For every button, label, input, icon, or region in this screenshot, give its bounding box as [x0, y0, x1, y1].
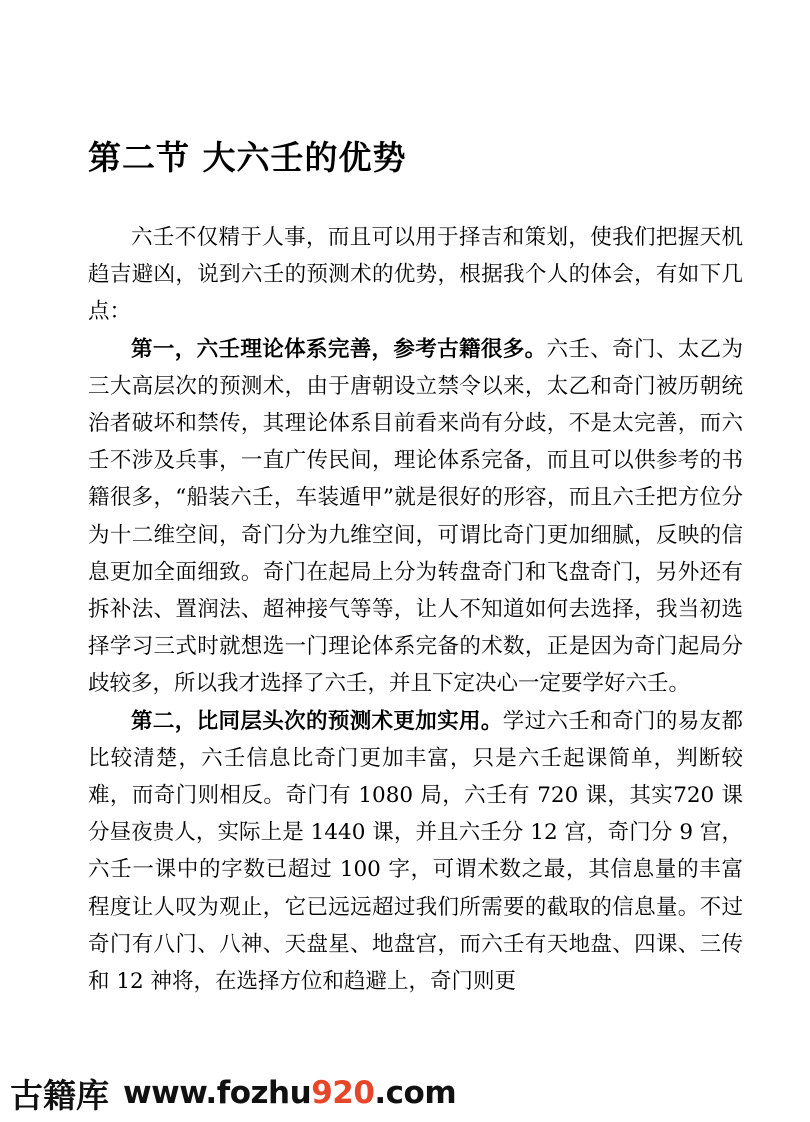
paragraph-lead: 第一，六壬理论体系完善，参考古籍很多。 [131, 336, 547, 362]
site-prefix: www.fozhu [123, 1075, 312, 1111]
section-title: 第二节 大六壬的优势 [88, 138, 407, 177]
body-text [88, 219, 743, 1000]
paragraph-text: 六壬、奇门、太乙为三大高层次的预测术，由于唐朝设立禁令以来，太乙和奇门被历朝统治者破坏和禁传，其理论体系目前看来尚有分歧，不是太完善，而六壬不涉及兵事，一直广传民间，理论体系完备，而且可以供参考的书籍很多，“船装六壬，车装遁甲”就是很好的形容，而且六壬把方位分为十二维空间，奇门分为九维空间，可谓比奇门更加细腻，反映的信息更加全面细致。奇门在起局上分为转盘奇门和飞盘奇门，另外还有拆补法、置润法、超神接气等等，让人不知道如何去选择，我当初选择学习三式时就想选一门理论体系完备的术数，正是因为奇门起局分歧较多，所以我才选择了六壬，并且下定决心一定要学好六壬。 [88, 336, 743, 697]
paragraph-intro [88, 219, 743, 331]
paragraph-text: 六壬不仅精于人事，而且可以用于择吉和策划，使我们把握天机趋吉避凶，说到六壬的预测术的优势，根据我个人的体会，有如下几点： [88, 225, 743, 325]
paragraph-text: 学过六壬和奇门的易友都比较清楚，六壬信息比奇门更加丰富，只是六壬起课简单，判断较难，而奇门则相反。奇门有 1080 局，六壬有 720 课，其实720 课分昼夜贵人，实际上是 1440 课，并且六壬分 12 宫，奇门分 9 宫，六壬一课中的字数已超过 100 字，可谓术数之最，其信息量的丰富程度让人叹为观止，它已远远超过我们所需要的截取的信息量。不过奇门有八门、八神、天盘星、地盘宫，而六壬有天地盘、四课、三传和 12 神将，在选择方位和趋避上，奇门则更 [88, 708, 743, 995]
paragraph-lead: 第二，比同层头次的预测术更加实用。 [131, 708, 503, 734]
paragraph-second-point [88, 703, 743, 1001]
site-suffix: .com [374, 1075, 457, 1111]
footer-site-url [123, 1075, 456, 1111]
paragraph-first-point [88, 331, 743, 703]
watermark-footer [10, 1069, 456, 1117]
footer-brand: 古籍库 [10, 1075, 109, 1115]
site-number: 920 [311, 1075, 375, 1111]
